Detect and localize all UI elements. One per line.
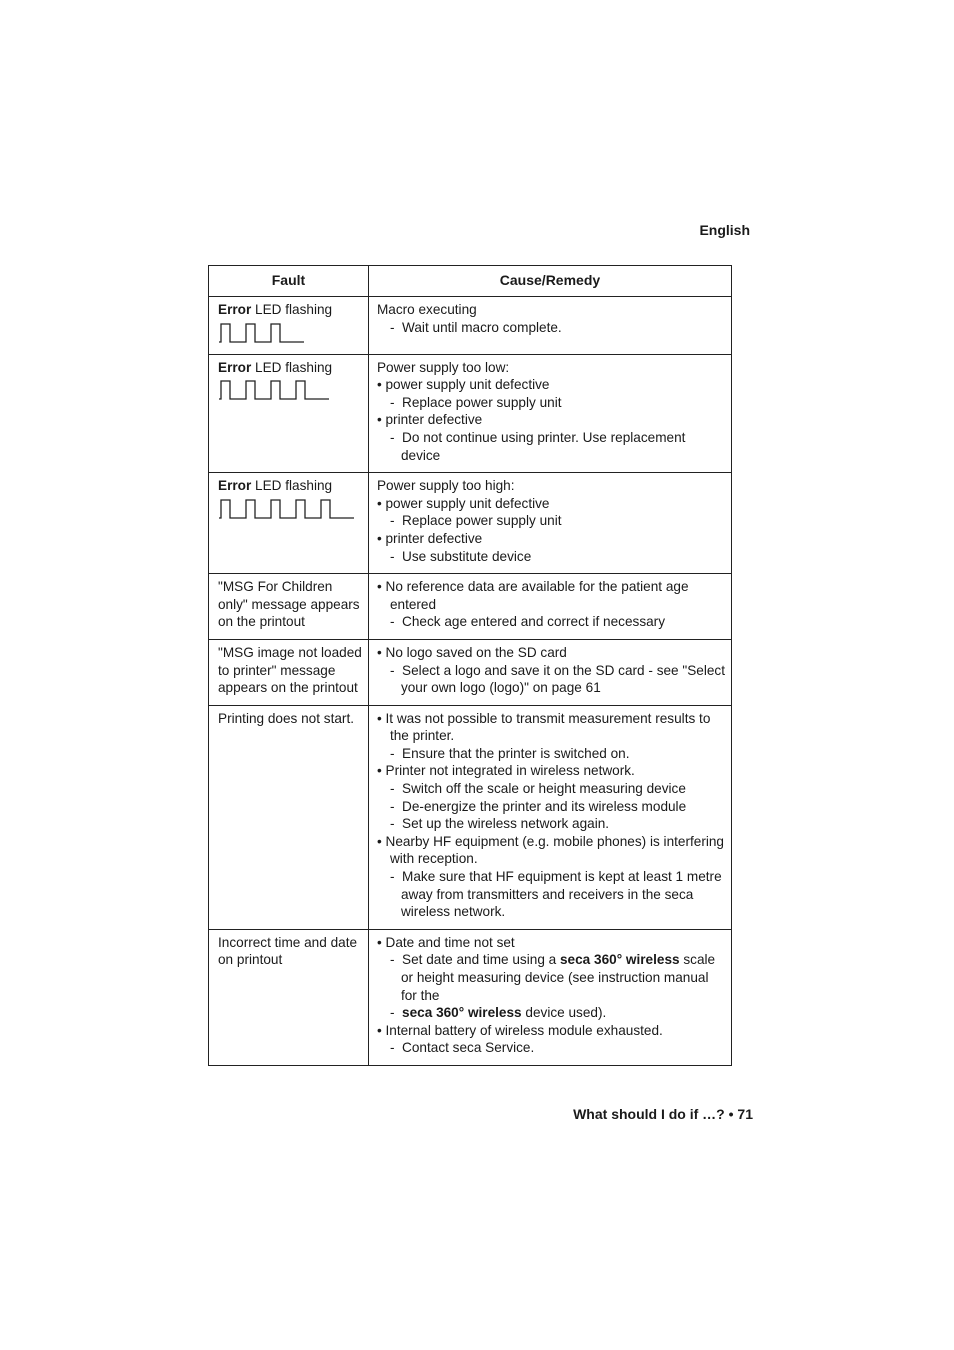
cause-bullet: • printer defective bbox=[376, 530, 483, 546]
cause-text: Use substitute device bbox=[402, 548, 532, 564]
cause-text: Ensure that the printer is switched on. bbox=[402, 745, 630, 761]
table-row bbox=[209, 639, 732, 705]
cause-text: Printer not integrated in wireless network. bbox=[385, 763, 635, 779]
cause-text: Switch off the scale or height measuring device bbox=[402, 781, 686, 797]
cause-remedy-cell bbox=[368, 297, 731, 355]
error-led-label: Error bbox=[218, 302, 252, 317]
remedy-step: - Wait until macro complete. bbox=[389, 319, 562, 335]
remedy-step: - seca 360° wireless device used). bbox=[389, 1005, 607, 1021]
fault-description: LED flashing bbox=[251, 478, 333, 494]
cause-text: No reference data are available for the patient age entered bbox=[385, 579, 689, 612]
cause-text: printer defective bbox=[385, 530, 483, 546]
cause-text: Date and time not set bbox=[385, 934, 515, 950]
fault-text bbox=[218, 477, 365, 495]
fault-text bbox=[218, 301, 365, 319]
language-label: English bbox=[699, 222, 750, 238]
table-row bbox=[209, 473, 732, 574]
cause-remedy-column-header: Cause/Remedy bbox=[368, 266, 731, 297]
fault-cell bbox=[209, 639, 369, 705]
page-footer: What should I do if …? • 71 bbox=[573, 1106, 753, 1122]
cause-text: De-energize the printer and its wireless module bbox=[402, 798, 687, 814]
remedy-step: - Make sure that HF equipment is kept at least 1 metre away from transmitters and receivers in the seca wireless network. bbox=[389, 869, 722, 920]
fault-description: Incorrect time and date on printout bbox=[218, 934, 358, 968]
table-header-row bbox=[209, 266, 732, 297]
cause-remedy-cell bbox=[368, 929, 731, 1065]
cause-text: Make sure that HF equipment is kept at least 1 metre away from transmitters and receivers in the seca wireless network. bbox=[400, 869, 722, 920]
table-row bbox=[209, 574, 732, 640]
remedy-step: - Set date and time using a seca 360° wireless scale or height measuring device (see instruction manual for the bbox=[389, 952, 716, 1003]
cause-text: Power supply too high: bbox=[376, 478, 515, 494]
remedy-text: Set date and time using a bbox=[402, 952, 560, 968]
fault-column-header: Fault bbox=[209, 266, 369, 297]
remedy-step: - Ensure that the printer is switched on. bbox=[389, 745, 630, 761]
fault-table bbox=[208, 265, 732, 1066]
remedy-step: - Switch off the scale or height measuring device bbox=[389, 781, 686, 797]
product-name: seca 360° wireless bbox=[402, 1005, 522, 1021]
product-name: seca 360° wireless bbox=[560, 952, 680, 968]
error-led-label: Error bbox=[218, 478, 252, 494]
fault-cell bbox=[209, 574, 369, 640]
remedy-step: - Select a logo and save it on the SD card - see "Select your own logo (logo)" on page 61 bbox=[389, 662, 725, 696]
cause-text: Replace power supply unit bbox=[402, 394, 562, 410]
cause-remedy-cell bbox=[368, 354, 731, 473]
cause-bullet: • No logo saved on the SD card bbox=[376, 644, 567, 660]
remedy-step: - Replace power supply unit bbox=[389, 394, 562, 410]
fault-text bbox=[218, 934, 365, 969]
fault-description: "MSG For Children only" message appears on the printout bbox=[218, 579, 360, 630]
remedy-step: - Replace power supply unit bbox=[389, 513, 562, 529]
table-row bbox=[209, 929, 732, 1065]
fault-cell bbox=[209, 297, 369, 355]
cause-text: Power supply too low: bbox=[376, 359, 510, 375]
cause-bullet: • printer defective bbox=[376, 412, 483, 428]
remedy-step: - Contact seca Service. bbox=[389, 1040, 535, 1056]
cause-text: Replace power supply unit bbox=[402, 513, 562, 529]
cause-remedy-cell bbox=[368, 574, 731, 640]
cause-text: It was not possible to transmit measurement results to the printer. bbox=[385, 710, 711, 744]
fault-text bbox=[218, 710, 365, 728]
led-flash-pattern-icon bbox=[218, 322, 306, 346]
cause-text: power supply unit defective bbox=[385, 377, 550, 393]
cause-text: power supply unit defective bbox=[385, 495, 550, 511]
cause-bullet: • power supply unit defective bbox=[376, 495, 550, 511]
remedy-step: - Set up the wireless network again. bbox=[389, 816, 610, 832]
fault-description: "MSG image not loaded to printer" message appears on the printout bbox=[218, 644, 362, 696]
cause-text: Wait until macro complete. bbox=[402, 319, 562, 335]
fault-description: LED flashing bbox=[251, 302, 333, 317]
cause-bullet: • No reference data are available for the patient age entered bbox=[376, 579, 689, 612]
cause-text: printer defective bbox=[385, 412, 483, 428]
fault-cell bbox=[209, 473, 369, 574]
led-flash-pattern-icon bbox=[218, 498, 356, 522]
cause-text: Check age entered and correct if necessary bbox=[402, 614, 666, 630]
cause-bullet: • It was not possible to transmit measurement results to the printer. bbox=[376, 710, 711, 744]
remedy-text: scale or height measuring device (see instruction manual for the bbox=[400, 952, 716, 1003]
cause-remedy-cell bbox=[368, 473, 731, 574]
cause-heading bbox=[377, 301, 728, 319]
cause-heading bbox=[377, 477, 728, 495]
cause-text: Nearby HF equipment (e.g. mobile phones) is interfering with reception. bbox=[385, 833, 724, 867]
fault-text bbox=[218, 644, 365, 697]
cause-bullet: • Internal battery of wireless module exhausted. bbox=[376, 1022, 663, 1038]
cause-bullet: • power supply unit defective bbox=[376, 377, 550, 393]
remedy-step: - Use substitute device bbox=[389, 548, 532, 564]
table-row bbox=[209, 354, 732, 473]
remedy-step: - Do not continue using printer. Use replacement device bbox=[389, 429, 686, 463]
cause-remedy-cell bbox=[368, 705, 731, 929]
fault-text bbox=[218, 359, 365, 377]
cause-text: Select a logo and save it on the SD card - see "Select your own logo (logo)" on page 61 bbox=[400, 662, 725, 696]
led-flash-pattern-icon bbox=[218, 379, 331, 403]
table-row bbox=[209, 297, 732, 355]
error-led-label: Error bbox=[218, 359, 252, 375]
cause-text: Internal battery of wireless module exhausted. bbox=[385, 1022, 663, 1038]
cause-bullet: • Printer not integrated in wireless network. bbox=[376, 763, 635, 779]
fault-cell bbox=[209, 354, 369, 473]
cause-text: Set up the wireless network again. bbox=[402, 816, 610, 832]
table-row bbox=[209, 705, 732, 929]
fault-cell bbox=[209, 929, 369, 1065]
fault-description: Printing does not start. bbox=[218, 710, 355, 726]
cause-text: Contact seca Service. bbox=[402, 1040, 535, 1056]
cause-text: Macro executing bbox=[376, 302, 477, 317]
cause-heading bbox=[377, 359, 728, 377]
cause-bullet: • Date and time not set bbox=[376, 934, 515, 950]
fault-text bbox=[218, 578, 365, 631]
cause-text: Do not continue using printer. Use replacement device bbox=[400, 429, 686, 463]
cause-remedy-cell bbox=[368, 639, 731, 705]
cause-text: No logo saved on the SD card bbox=[385, 644, 567, 660]
cause-bullet: • Nearby HF equipment (e.g. mobile phones) is interfering with reception. bbox=[376, 833, 724, 867]
remedy-step: - Check age entered and correct if necessary bbox=[389, 614, 666, 630]
fault-description: LED flashing bbox=[251, 359, 333, 375]
remedy-text: device used). bbox=[521, 1005, 607, 1021]
remedy-step: - De-energize the printer and its wireless module bbox=[389, 798, 687, 814]
fault-cell bbox=[209, 705, 369, 929]
